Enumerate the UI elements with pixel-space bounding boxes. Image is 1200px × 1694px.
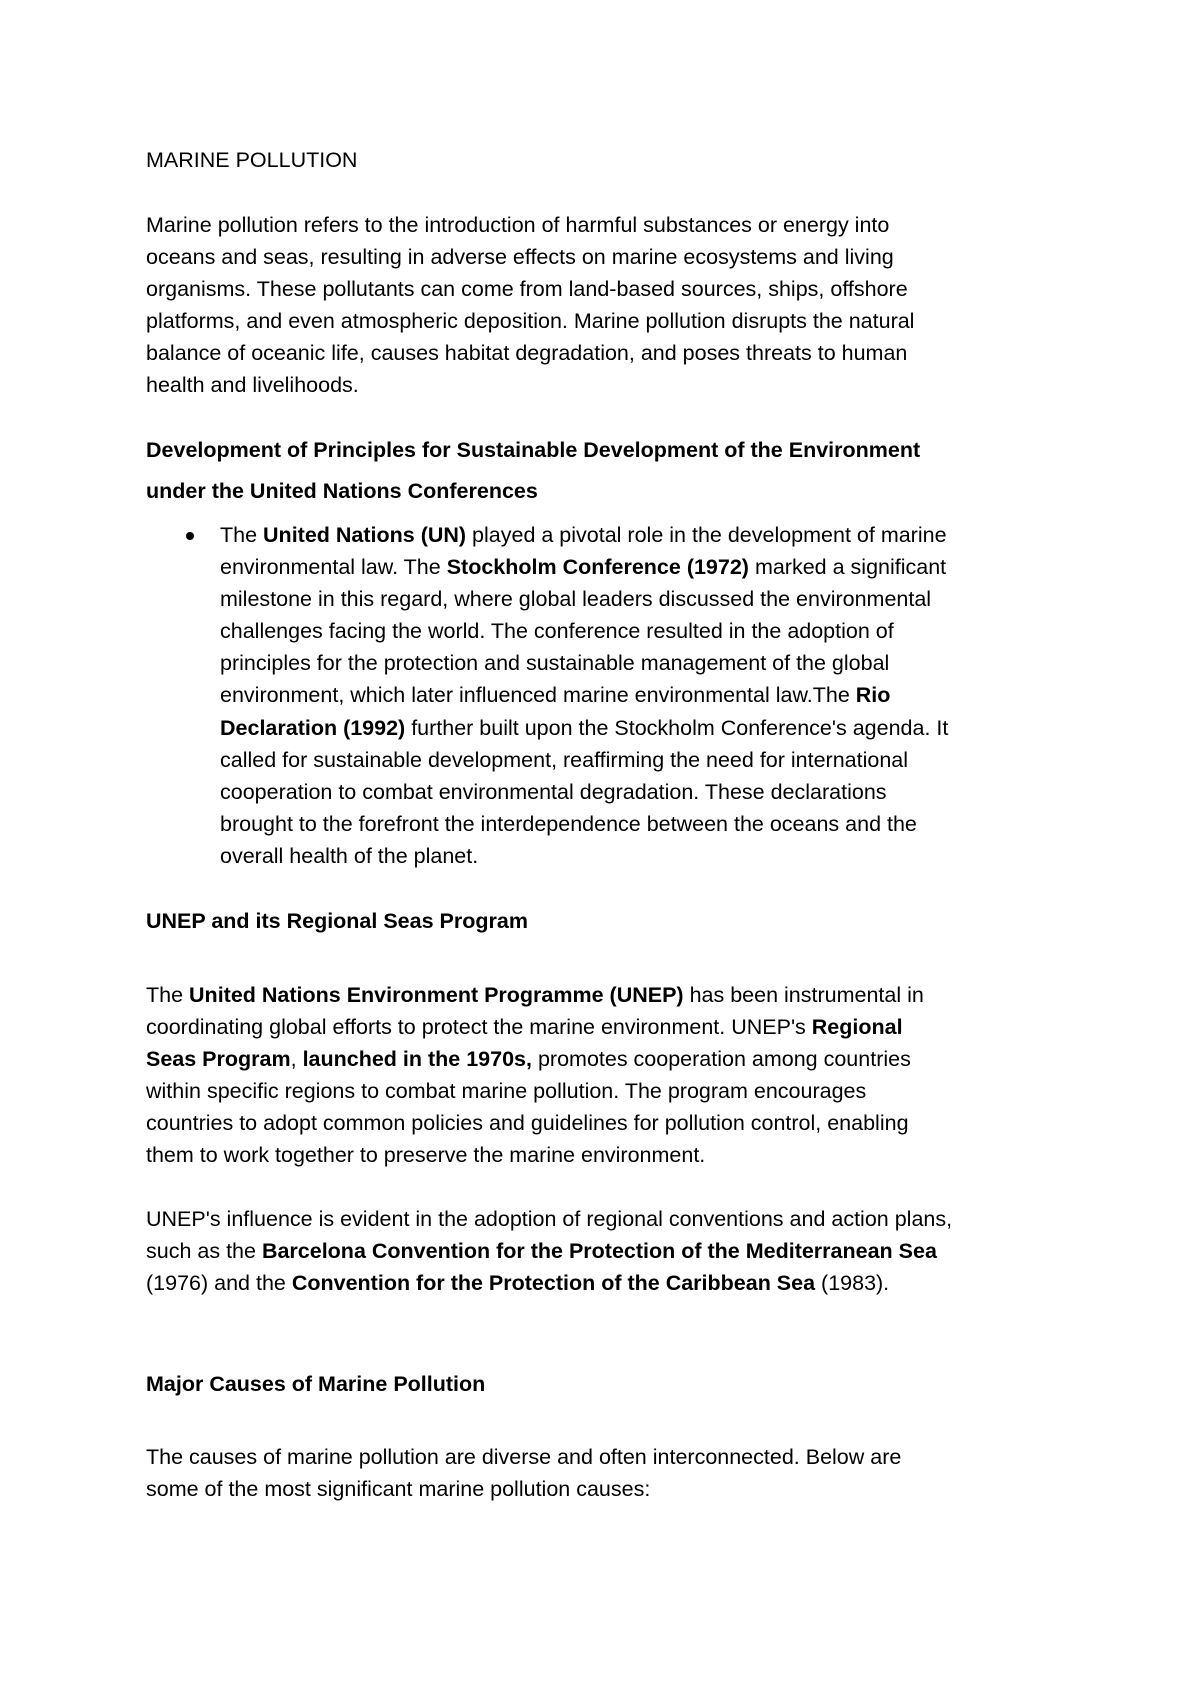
intro-paragraph	[146, 209, 1066, 402]
bullet-icon	[186, 532, 194, 540]
text-line: (1976) and the Convention for the Protection of the Caribbean Sea (1983).	[146, 1271, 890, 1296]
text-line: coordinating global efforts to protect the marine environment. UNEP's Regional	[146, 1015, 903, 1040]
text-line: called for sustainable development, reaffirming the need for international	[220, 747, 909, 772]
text-line: Declaration (1992) further built upon the Stockholm Conference's agenda. It	[220, 715, 949, 740]
text-line: cooperation to combat environmental degradation. These declarations	[220, 779, 887, 804]
text-line: challenges facing the world. The conference resulted in the adoption of	[220, 619, 894, 644]
text-line: within specific regions to combat marine pollution. The program encourages	[146, 1079, 867, 1104]
text-line: environmental law. The Stockholm Conference (1972) marked a significant	[220, 555, 947, 580]
text-line: Seas Program, launched in the 1970s, promotes cooperation among countries	[146, 1047, 911, 1072]
heading-line: under the United Nations Conferences	[146, 479, 538, 503]
section-heading-development	[146, 430, 1066, 512]
text-line: The United Nations (UN) played a pivotal role in the development of marine	[220, 523, 947, 547]
text-line: The causes of marine pollution are diverse and often interconnected. Below are	[146, 1445, 902, 1469]
text-line: oceans and seas, resulting in adverse effects on marine ecosystems and living	[146, 245, 894, 270]
text-line: overall health of the planet.	[220, 843, 479, 868]
text-line: Marine pollution refers to the introduction of harmful substances or energy into	[146, 213, 890, 237]
text-line: health and livelihoods.	[146, 373, 359, 398]
text-line: some of the most significant marine pollution causes:	[146, 1477, 651, 1502]
text-line: them to work together to preserve the marine environment.	[146, 1143, 706, 1168]
text-line: such as the Barcelona Convention for the Protection of the Mediterranean Sea	[146, 1239, 937, 1264]
text-line: organisms. These pollutants can come from land-based sources, ships, offshore	[146, 277, 908, 302]
text-line: platforms, and even atmospheric deposition. Marine pollution disrupts the natural	[146, 309, 915, 334]
text-line: UNEP's influence is evident in the adoption of regional conventions and action plans,	[146, 1207, 953, 1231]
text-line: milestone in this regard, where global leaders discussed the environmental	[220, 587, 932, 612]
text-line: principles for the protection and sustainable management of the global	[220, 651, 890, 676]
text-line: countries to adopt common policies and guidelines for pollution control, enabling	[146, 1111, 909, 1136]
causes-paragraph	[146, 1441, 1066, 1505]
section-heading-unep: UNEP and its Regional Seas Program	[146, 909, 528, 933]
text-line: environment, which later influenced marine environmental law.The Rio	[220, 683, 891, 708]
document-title: MARINE POLLUTION	[146, 148, 358, 172]
text-line: brought to the forefront the interdependence between the oceans and the	[220, 811, 917, 836]
heading-line: Development of Principles for Sustainable Development of the Environment	[146, 438, 921, 462]
unep-paragraph	[146, 979, 1066, 1172]
text-line: The United Nations Environment Programme (UNEP) has been instrumental in	[146, 983, 924, 1007]
section-heading-causes: Major Causes of Marine Pollution	[146, 1372, 486, 1396]
unep-influence-paragraph	[146, 1203, 1066, 1299]
bullet-text	[220, 519, 1065, 872]
text-line: balance of oceanic life, causes habitat degradation, and poses threats to human	[146, 341, 908, 366]
